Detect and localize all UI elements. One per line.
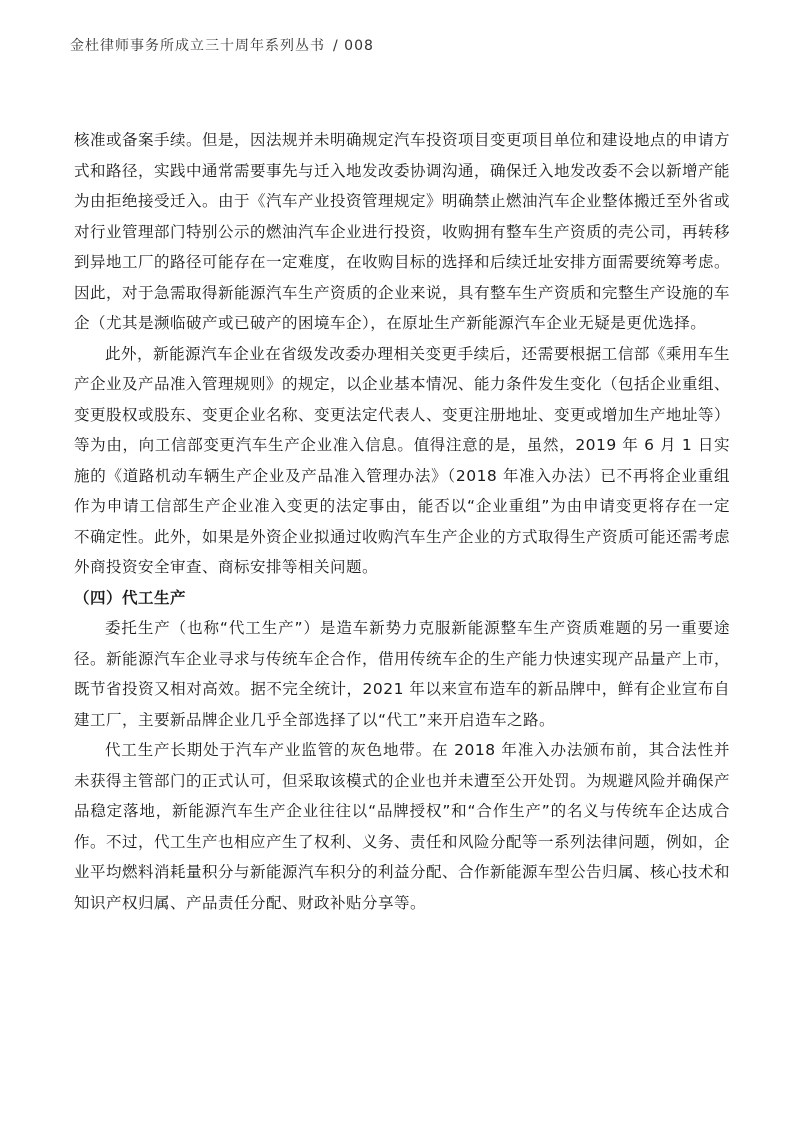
page-number: / 008: [333, 38, 374, 54]
paragraph: 委托生产（也称“代工生产”）是造车新势力克服新能源整车生产资质难题的另一重要途径。新能源汽车企业寻求与传统车企合作，借用传统车企的生产能力快速实现产品量产上市，既节省投资又相对高效。据不完全统计，2021 年以来宣布造车的新品牌中，鲜有企业宣布自建工厂，主要新品牌企业几乎全部选择了以“代工”来开启造车之路。: [74, 619, 731, 729]
running-header: [70, 35, 374, 55]
series-title: 金杜律师事务所成立三十周年系列丛书: [70, 38, 325, 54]
paragraph-continued: 核准或备案手续。但是，因法规并未明确规定汽车投资项目变更项目单位和建设地点的申请方式和路径，实践中通常需要事先与迁入地发改委协调沟通，确保迁入地发改委不会以新增产能为由拒绝接受迁入。由于《汽车产业投资管理规定》明确禁止燃油汽车企业整体搬迁至外省或对行业管理部门特别公示的燃油汽车企业进行投资，收购拥有整车生产资质的壳公司，再转移到异地工厂的路径可能存在一定难度，在收购目标的选择和后续迁址安排方面需要统筹考虑。因此，对于急需取得新能源汽车生产资质的企业来说，具有整车生产资质和完整生产设施的车企（尤其是濒临破产或已破产的困境车企），在原址生产新能源汽车企业无疑是更优选择。: [74, 131, 731, 332]
body-text: [74, 125, 730, 918]
paragraph: 此外，新能源汽车企业在省级发改委办理相关变更手续后，还需要根据工信部《乘用车生产企业及产品准入管理规则》的规定，以企业基本情况、能力条件发生变化（包括企业重组、变更股权或股东、变更企业名称、变更法定代表人、变更注册地址、变更或增加生产地址等）等为由，向工信部变更汽车生产企业准入信息。值得注意的是，虽然，2019 年 6 月 1 日实施的《道路机动车辆生产企业及产品准入管理办法》（2018 年准入办法）已不再将企业重组作为申请工信部生产企业准入变更的法定事由，能否以“企业重组”为由申请变更将存在一定不确定性。此外，如果是外资企业拟通过收购汽车生产企业的方式取得生产资质可能还需考虑外商投资安全审查、商标安排等相关问题。: [74, 344, 731, 576]
paragraph: 代工生产长期处于汽车产业监管的灰色地带。在 2018 年准入办法颁布前，其合法性并未获得主管部门的正式认可，但采取该模式的企业也并未遭至公开处罚。为规避风险并确保产品稳定落地，新能源汽车生产企业往往以“品牌授权”和“合作生产”的名义与传统车企达成合作。不过，代工生产也相应产生了权利、义务、责任和风险分配等一系列法律问题，例如，企业平均燃料消耗量积分与新能源汽车积分的利益分配、合作新能源车型公告归属、核心技术和知识产权归属、产品责任分配、财政补贴分享等。: [74, 741, 731, 912]
section-heading: （四）代工生产: [74, 588, 187, 607]
